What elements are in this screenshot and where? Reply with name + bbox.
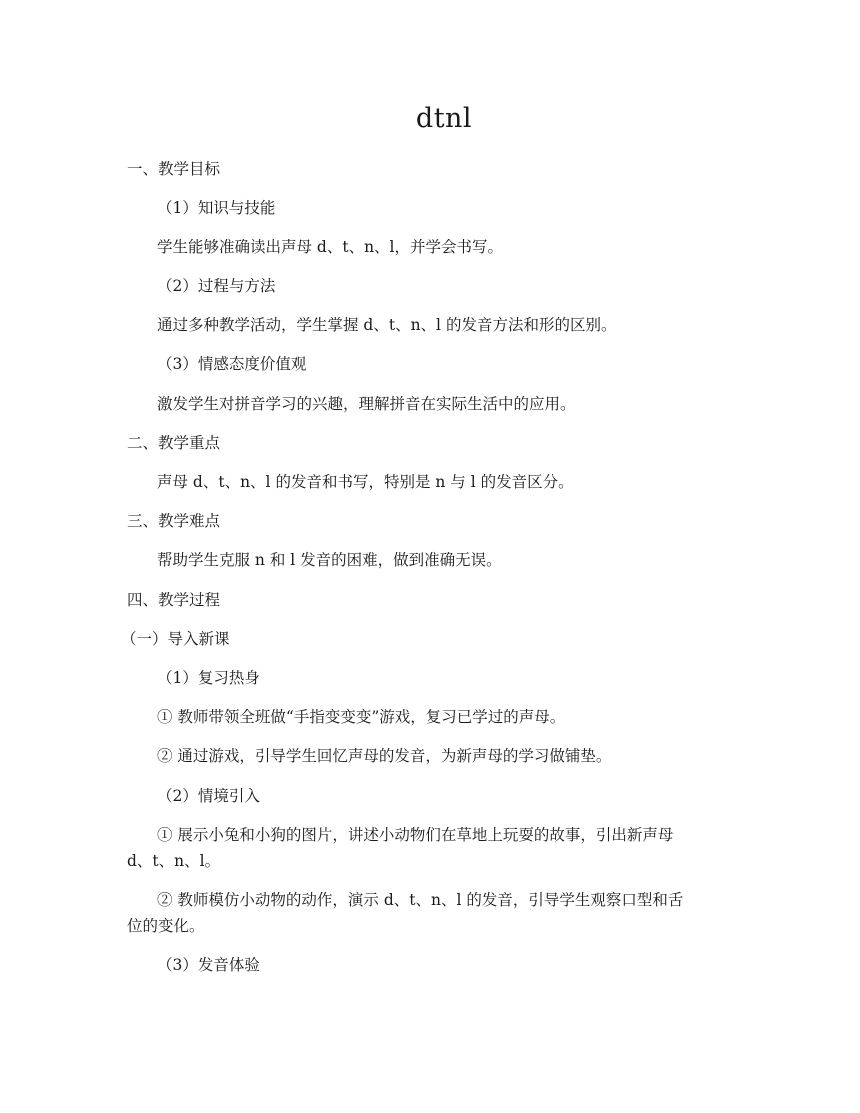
list-item: ② 教师模仿小动物的动作，演示 d、t、n、l 的发音，引导学生观察口型和舌 <box>157 891 684 909</box>
section-heading-objectives: 一、教学目标 <box>127 160 221 178</box>
section-heading-key-points: 二、教学重点 <box>127 434 221 452</box>
list-item: ① 教师带领全班做“手指变变变”游戏，复习已学过的声母。 <box>157 708 566 726</box>
subheading-emotion-values: （3）情感态度价值观 <box>157 355 307 373</box>
paragraph: 声母 d、t、n、l 的发音和书写，特别是 n 与 l 的发音区分。 <box>157 473 574 491</box>
list-item-continued: 位的变化。 <box>127 917 205 935</box>
list-item: ① 展示小兔和小狗的图片，讲述小动物们在草地上玩耍的故事，引出新声母 <box>157 826 674 844</box>
document-title: dtnl <box>415 103 473 134</box>
paragraph: 激发学生对拼音学习的兴趣，理解拼音在实际生活中的应用。 <box>157 395 576 413</box>
subheading-process-method: （2）过程与方法 <box>157 277 276 295</box>
paragraph: 通过多种教学活动，学生掌握 d、t、n、l 的发音方法和形的区别。 <box>157 316 617 334</box>
subsection-heading-intro: （一）导入新课 <box>121 630 230 648</box>
section-heading-process: 四、教学过程 <box>127 591 221 609</box>
subheading-pronunciation: （3）发音体验 <box>157 956 260 974</box>
paragraph: 帮助学生克服 n 和 l 发音的困难，做到准确无误。 <box>157 551 502 569</box>
subheading-warmup: （1）复习热身 <box>157 669 260 687</box>
subheading-scenario: （2）情境引入 <box>157 787 260 805</box>
list-item-continued: d、t、n、l。 <box>127 852 221 870</box>
list-item: ② 通过游戏，引导学生回忆声母的发音，为新声母的学习做铺垫。 <box>157 747 612 765</box>
section-heading-difficulties: 三、教学难点 <box>127 512 221 530</box>
subheading-knowledge-skills: （1）知识与技能 <box>157 199 276 217</box>
paragraph: 学生能够准确读出声母 d、t、n、l，并学会书写。 <box>157 238 504 256</box>
